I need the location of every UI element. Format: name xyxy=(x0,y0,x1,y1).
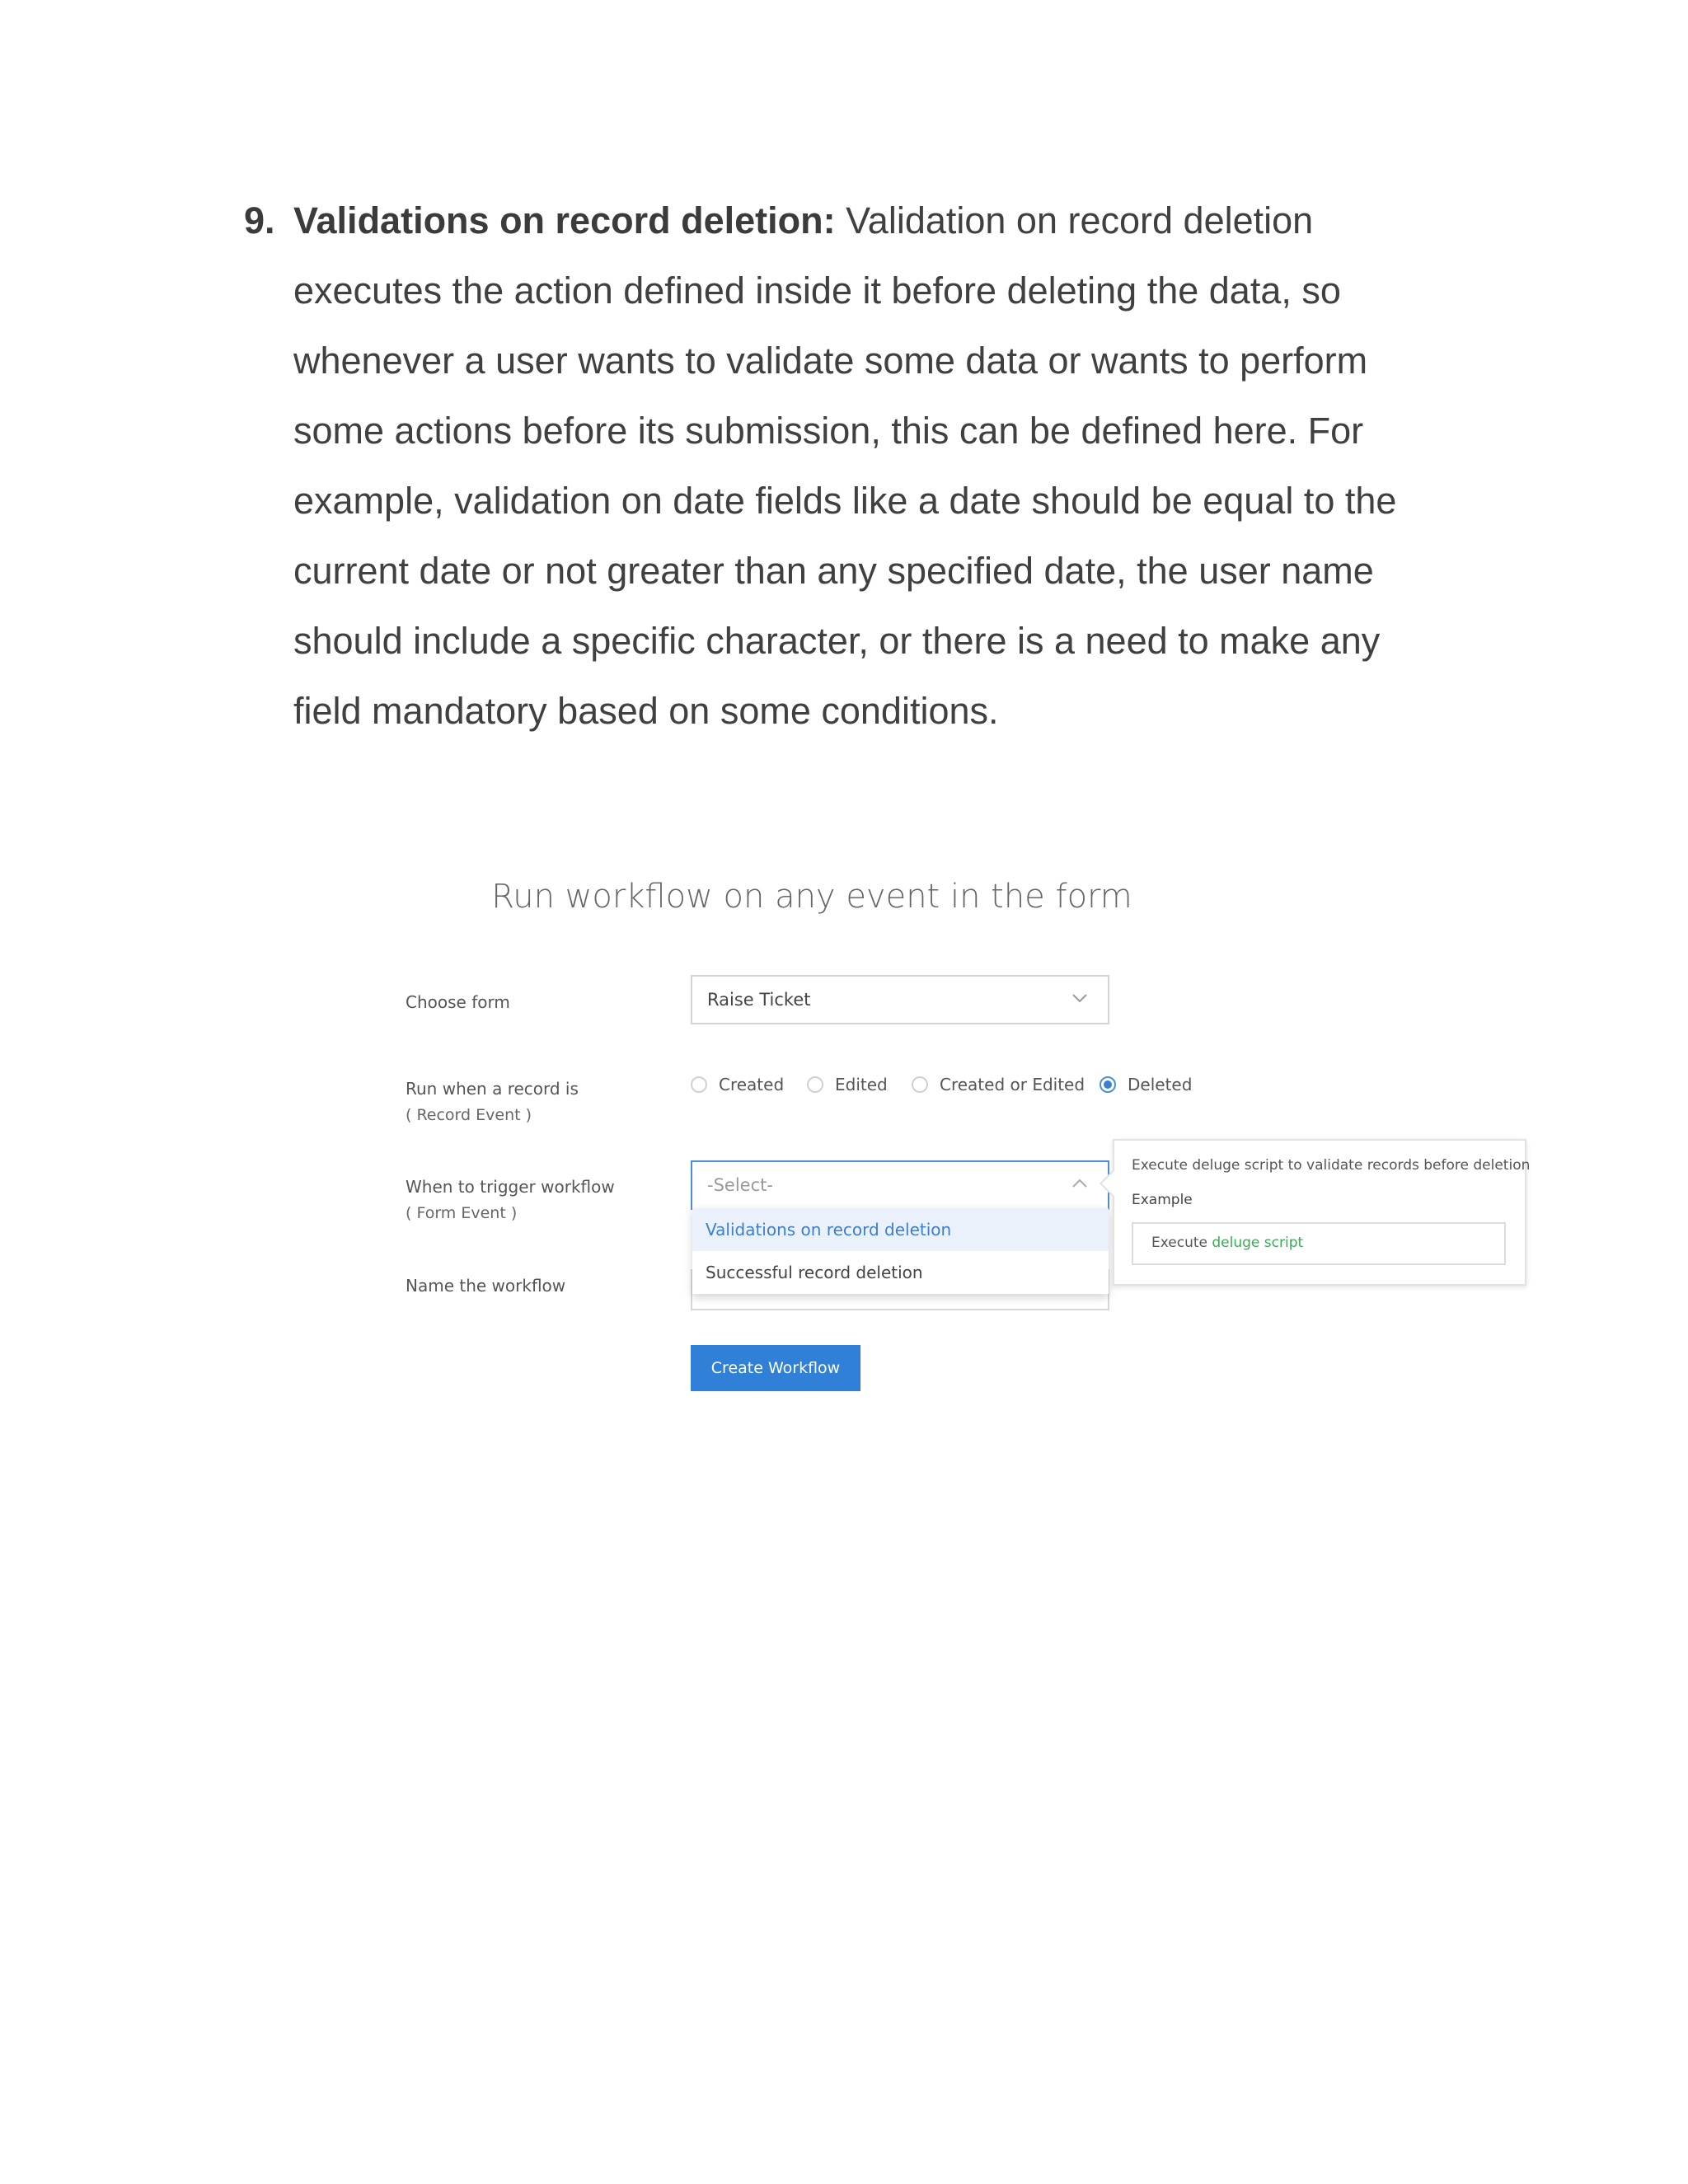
option-successful-record-deletion[interactable] xyxy=(692,1251,1109,1294)
radio-label: Deleted xyxy=(1128,1075,1193,1094)
radio-label: Edited xyxy=(835,1075,888,1094)
create-workflow-button[interactable]: Create Workflow xyxy=(691,1345,860,1391)
choose-form-select[interactable] xyxy=(691,975,1109,1024)
form-event-placeholder: -Select- xyxy=(707,1175,773,1195)
radio-circle xyxy=(912,1076,928,1093)
form-title: Run workflow on any event in the form xyxy=(491,878,1132,916)
radio-label: Created or Edited xyxy=(940,1075,1085,1094)
item-body: Validation on record deletion executes the action defined inside it before deleting the data, so whenever a user wants to validate some data or wants to perform some actions before its submission, this can be defined here. For example, validation on date fields like a date should be equal to the current date or not greater than any specified date, the user name should include a specific character, or there is a need to make any field mandatory based on some conditions. xyxy=(293,199,1397,732)
example-link[interactable]: deluge script xyxy=(1212,1235,1304,1251)
option-label: Validations on record deletion xyxy=(706,1220,952,1240)
radio-created[interactable] xyxy=(691,1075,784,1094)
radio-created-or-edited[interactable] xyxy=(912,1075,1085,1094)
item-number: 9. xyxy=(244,199,275,241)
radio-circle-selected xyxy=(1100,1076,1116,1093)
radio-edited[interactable] xyxy=(807,1075,888,1094)
form-event-dropdown xyxy=(692,1208,1109,1294)
form-event-title: When to trigger workflow xyxy=(406,1177,615,1197)
choose-form-value: Raise Ticket xyxy=(707,990,811,1010)
name-workflow-label: Name the workflow xyxy=(406,1276,566,1296)
tooltip-description: Execute deluge script to validate records before deletion xyxy=(1132,1157,1531,1174)
radio-circle xyxy=(807,1076,823,1093)
radio-circle xyxy=(691,1076,707,1093)
radio-deleted[interactable] xyxy=(1100,1075,1192,1094)
tooltip-example-box xyxy=(1132,1222,1506,1265)
option-label: Successful record deletion xyxy=(706,1263,923,1282)
chevron-up-icon xyxy=(1068,1172,1091,1195)
radio-label: Created xyxy=(719,1075,785,1094)
form-event-select[interactable] xyxy=(691,1160,1109,1210)
form-event-label xyxy=(406,1174,615,1226)
tooltip-example-text xyxy=(1151,1235,1303,1251)
item-title: Validations on record deletion: xyxy=(293,199,836,241)
tooltip-example-label: Example xyxy=(1132,1192,1193,1208)
form-event-sublabel: ( Form Event ) xyxy=(406,1204,518,1222)
record-event-label xyxy=(406,1076,579,1128)
option-validations-on-record-deletion[interactable] xyxy=(692,1208,1109,1251)
help-tooltip xyxy=(1113,1139,1531,1286)
choose-form-label: Choose form xyxy=(406,992,510,1012)
record-event-title: Run when a record is xyxy=(406,1079,579,1099)
example-prefix: Execute xyxy=(1151,1235,1207,1251)
chevron-down-icon xyxy=(1068,987,1091,1010)
record-event-sublabel: ( Record Event ) xyxy=(406,1106,532,1124)
